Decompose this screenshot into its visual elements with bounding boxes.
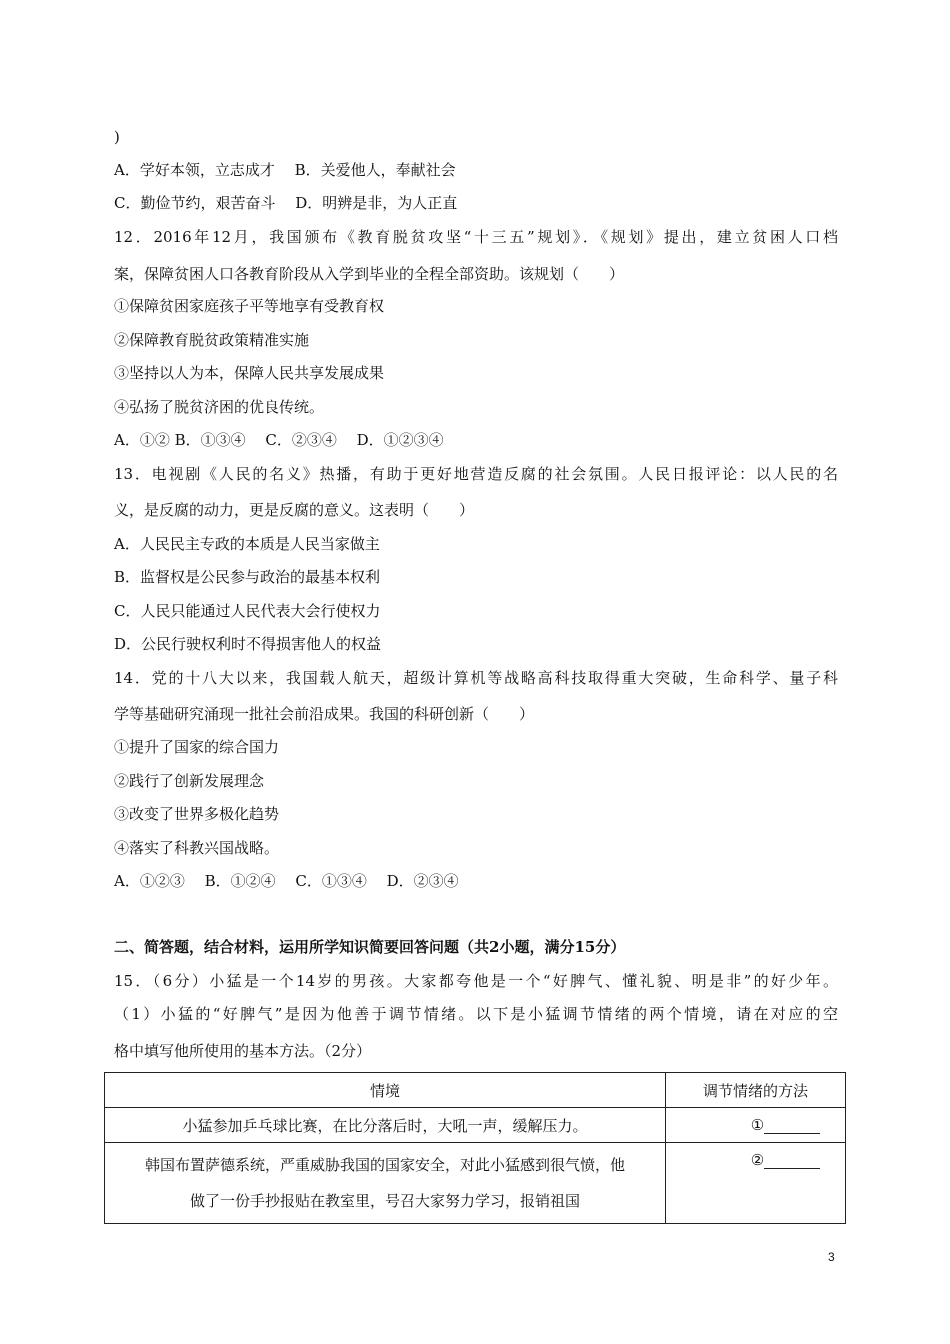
question-14-line-1: 14．党的十八大以来，我国载人航天，超级计算机等战略高科技取得重大突破，生命科学、量子科	[114, 669, 838, 687]
question-14-line-2: 学等基础研究涌现一批社会前沿成果。我国的科研创新（ ）	[114, 705, 535, 723]
table-row	[105, 1108, 846, 1143]
header-method: 调节情绪的方法	[666, 1073, 846, 1108]
option-line: B．监督权是公民参与政治的最基本权利	[114, 568, 381, 586]
question-15-part-1-line-1: （1）小猛的“好脾气”是因为他善于调节情绪。以下是小猛调节情绪的两个情境，请在对应的空	[114, 1005, 838, 1023]
statement-line: ②保障教育脱贫政策精准实施	[114, 331, 310, 349]
option-line: A．①②③ B．①②④ C．①③④ D．②③④	[114, 872, 459, 890]
situation-cell	[105, 1143, 666, 1224]
statement-line: ③改变了世界多极化趋势	[114, 805, 280, 823]
statement-line: ②践行了创新发展理念	[114, 772, 265, 790]
question-13-line-2: 义，是反腐的动力，更是反腐的意义。这表明（ ）	[114, 501, 475, 519]
answer-marker: ①	[750, 1116, 765, 1134]
statement-line: ④落实了科教兴国战略。	[114, 839, 280, 857]
option-line: D．公民行驶权利时不得损害他人的权益	[114, 635, 382, 653]
question-12-line-1: 12．2016年12月，我国颁布《教育脱贫攻坚“十三五”规划》．《规划》提出，建立贫困人口档	[114, 228, 838, 246]
question-12-line-2: 案，保障贫困人口各教育阶段从入学到毕业的全程全部资助。该规划（ ）	[114, 265, 625, 283]
answer-cell	[666, 1143, 846, 1224]
situation-text-line: 做了一份手抄报贴在教室里，号召大家努力学习，报销祖国	[189, 1192, 580, 1210]
header-situation: 情境	[105, 1073, 666, 1108]
option-line: A．人民民主专政的本质是人民当家做主	[114, 535, 380, 553]
option-line: C．人民只能通过人民代表大会行使权力	[114, 602, 381, 620]
statement-line: ④弘扬了脱贫济困的优良传统。	[114, 398, 325, 416]
emotion-method-table	[104, 1072, 846, 1224]
answer-marker: ②	[750, 1151, 765, 1169]
table-header-row	[105, 1073, 846, 1108]
statement-line: ③坚持以人为本，保障人民共享发展成果	[114, 364, 385, 382]
question-15-part-1-line-2: 格中填写他所使用的基本方法。（2分）	[114, 1042, 372, 1060]
question-13-line-1: 13．电视剧《人民的名义》热播，有助于更好地营造反腐的社会氛围。人民日报评论：以人民的名	[114, 465, 838, 483]
question-15-line: 15．（6分）小猛是一个14岁的男孩。大家都夸他是一个“好脾气、懂礼貌、明是非”的好少年。	[114, 972, 838, 990]
situation-cell: 小猛参加乒乓球比赛，在比分落后时，大吼一声，缓解压力。	[105, 1108, 666, 1143]
statement-line: ①保障贫困家庭孩子平等地享有受教育权	[114, 297, 385, 315]
answer-cell	[666, 1108, 846, 1143]
table-row	[105, 1143, 846, 1224]
situation-text-line: 韩国布置萨德系统，严重威胁我国的国家安全，对此小猛感到很气愤，他	[144, 1156, 625, 1174]
section-heading: 二、简答题，结合材料，运用所学知识简要回答问题（共2小题，满分15分）	[114, 938, 626, 956]
answer-blank[interactable]	[764, 1117, 820, 1134]
option-line: A．学好本领，立志成才 B．关爱他人，奉献社会	[114, 161, 456, 179]
statement-line: ①提升了国家的综合国力	[114, 738, 280, 756]
answer-blank[interactable]	[764, 1152, 820, 1169]
option-line: A．①② B．①③④ C．②③④ D．①②③④	[114, 431, 444, 449]
page-number: 3	[828, 1250, 835, 1264]
option-line: C．勤俭节约，艰苦奋斗 D．明辨是非，为人正直	[114, 194, 458, 212]
text-line: )	[114, 128, 120, 146]
